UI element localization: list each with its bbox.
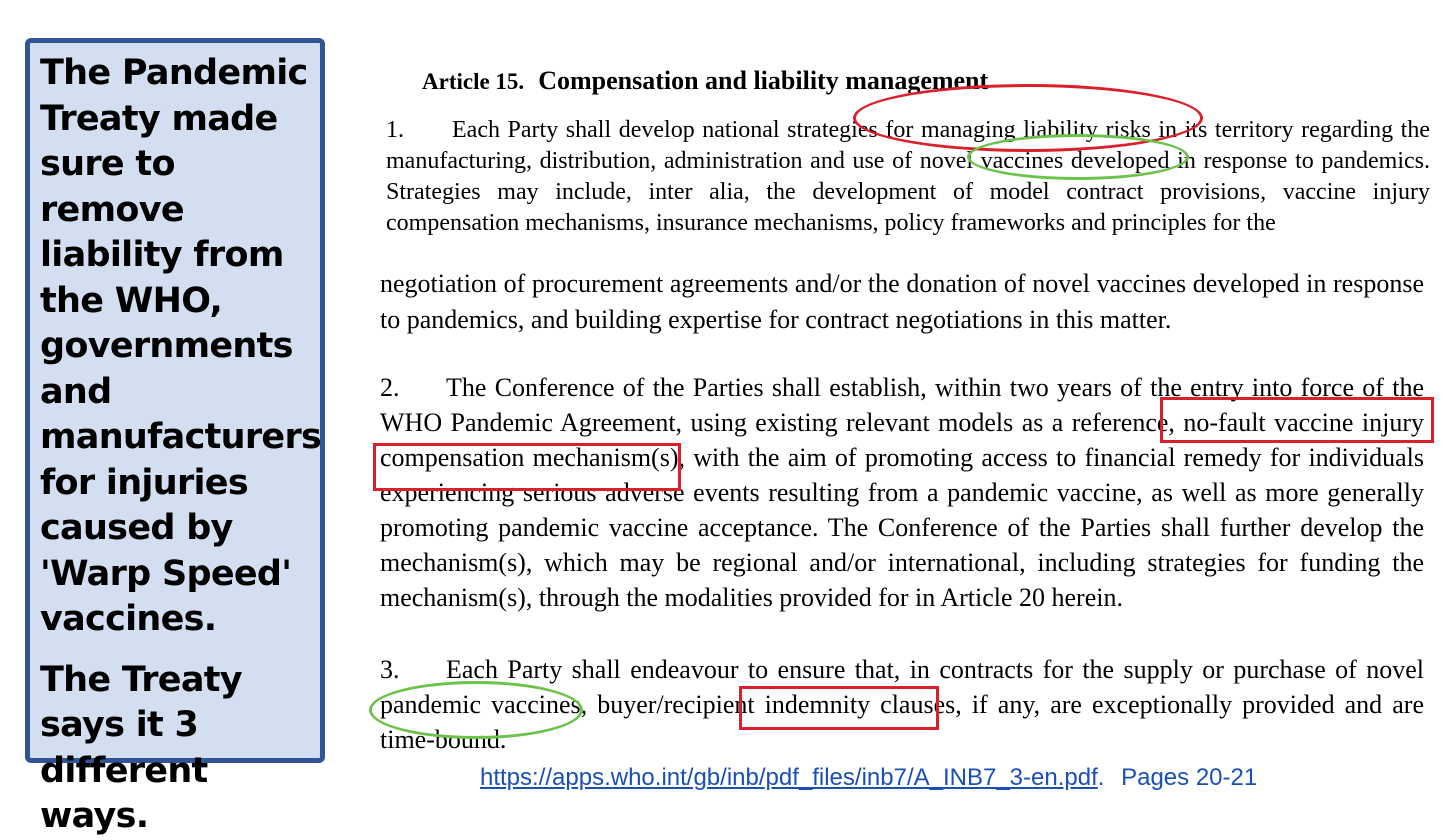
paragraph-1-continued: negotiation of procurement agreements and/or the donation of novel vaccines developed in response to pandemics, and building expertise for contract negotiations in this matter. <box>380 269 1424 334</box>
paragraph-2-text: The Conference of the Parties shall establish, within two years of the entry into force of the WHO Pandemic Agreement, using existing relevant models as a reference, no-fault vaccine injury compensation mechanism(s), with the aim of promoting access to financial remedy for individuals experiencing serious adverse events resulting from a pandemic vaccine, as well as more generally promoting pandemic vaccine acceptance. The Conference of the Parties shall further develop the mechanism(s), which may be regional and/or international, including strategies for funding the mechanism(s), through the modalities provided for in Article 20 herein. <box>380 373 1424 612</box>
article-heading <box>422 66 988 96</box>
paragraph-1-text: Each Party shall develop national strategies for managing liability risks in its territory regarding the manufacturing, distribution, administration and use of novel vaccines developed in response to pandemics. Strategies may include, inter alia, the development of model contract provisions, vaccine injury compensation mechanisms, insurance mechanisms, policy frameworks and principles for the <box>386 117 1430 236</box>
paragraph-2 <box>380 370 1424 615</box>
paragraph-3 <box>380 652 1424 757</box>
paragraph-2-number: 2. <box>380 373 400 402</box>
article-number: Article 15. <box>422 69 525 94</box>
paragraph-3-text: Each Party shall endeavour to ensure that, in contracts for the supply or purchase of novel pandemic vaccines, buyer/recipient indemnity clauses, if any, are exceptionally provided and are time-bound. <box>380 655 1424 754</box>
source-suffix: . <box>1097 764 1105 791</box>
article-title: Compensation and liability management <box>538 66 989 95</box>
source-citation <box>480 764 1257 792</box>
source-pages: Pages 20-21 <box>1121 764 1258 791</box>
source-link[interactable]: https://apps.who.int/gb/inb/pdf_files/inb7/A_INB7_3-en.pdf <box>480 764 1098 791</box>
callout-paragraph-2: The Treaty says it 3 different ways. <box>40 659 242 836</box>
paragraph-3-number: 3. <box>380 655 400 684</box>
callout-paragraph-1: The Pandemic Treaty made sure to remove liability from the WHO, governments and manufacturers for injuries caused by 'Warp Speed' vaccines. <box>40 53 322 639</box>
paragraph-1 <box>386 115 1430 239</box>
paragraph-1-number: 1. <box>386 117 404 143</box>
